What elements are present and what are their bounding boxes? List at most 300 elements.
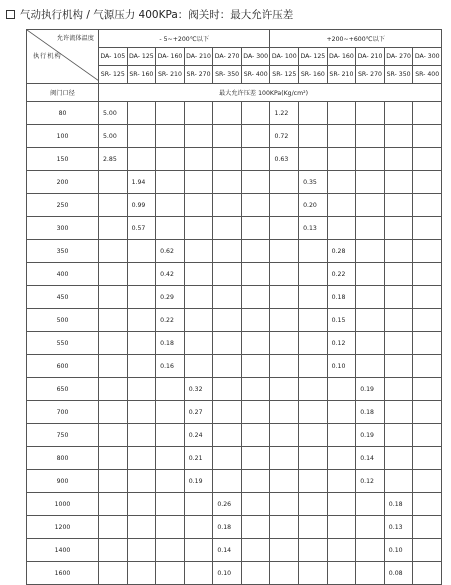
- valve-size-cell: 500: [27, 309, 99, 332]
- da-model-cell: DA- 125: [127, 48, 156, 66]
- pressure-value-cell: [413, 309, 442, 332]
- pressure-value-cell: [241, 171, 270, 194]
- pressure-value-cell: 0.26: [213, 493, 242, 516]
- pressure-value-cell: [99, 194, 128, 217]
- pressure-value-cell: [156, 102, 185, 125]
- table-row: [27, 125, 442, 148]
- pressure-value-cell: 0.18: [213, 516, 242, 539]
- pressure-value-cell: [213, 171, 242, 194]
- da-model-cell: DA- 100: [270, 48, 299, 66]
- pressure-value-cell: [127, 562, 156, 585]
- pressure-value-cell: [184, 286, 213, 309]
- pressure-value-cell: [270, 240, 299, 263]
- pressure-value-cell: [327, 493, 356, 516]
- pressure-value-cell: 0.10: [384, 539, 413, 562]
- table-row: [27, 378, 442, 401]
- pressure-value-cell: [327, 539, 356, 562]
- pressure-value-cell: [413, 562, 442, 585]
- table-row: [27, 332, 442, 355]
- pressure-value-cell: [299, 539, 328, 562]
- pressure-value-cell: [384, 263, 413, 286]
- pressure-value-cell: [127, 493, 156, 516]
- pressure-value-cell: 0.15: [327, 309, 356, 332]
- table-row: [27, 493, 442, 516]
- pressure-value-cell: [327, 194, 356, 217]
- pressure-value-cell: [413, 240, 442, 263]
- pressure-value-cell: [99, 447, 128, 470]
- da-model-cell: DA- 300: [241, 48, 270, 66]
- pressure-value-cell: [99, 401, 128, 424]
- pressure-value-cell: [241, 217, 270, 240]
- pressure-value-cell: [327, 516, 356, 539]
- pressure-value-cell: [270, 562, 299, 585]
- pressure-value-cell: [241, 378, 270, 401]
- table-row: [27, 401, 442, 424]
- pressure-value-cell: [184, 194, 213, 217]
- pressure-value-cell: [241, 286, 270, 309]
- table-row: [27, 355, 442, 378]
- pressure-value-cell: [156, 217, 185, 240]
- pressure-value-cell: [99, 355, 128, 378]
- table-row: [27, 562, 442, 585]
- pressure-value-cell: [299, 516, 328, 539]
- pressure-value-cell: [413, 217, 442, 240]
- actuator-label: 执行机构: [33, 53, 62, 60]
- pressure-value-cell: [156, 424, 185, 447]
- pressure-value-cell: [127, 447, 156, 470]
- page-title: [6, 6, 293, 22]
- pressure-value-cell: [356, 171, 385, 194]
- pressure-value-cell: [356, 332, 385, 355]
- pressure-value-cell: [156, 539, 185, 562]
- pressure-value-cell: [299, 562, 328, 585]
- pressure-value-cell: [127, 355, 156, 378]
- pressure-value-cell: [413, 470, 442, 493]
- pressure-value-cell: [270, 309, 299, 332]
- temp-range-low: - 5~+200℃以下: [99, 30, 270, 48]
- pressure-value-cell: [99, 286, 128, 309]
- pressure-value-cell: [127, 263, 156, 286]
- pressure-value-cell: [184, 493, 213, 516]
- pressure-value-cell: [156, 125, 185, 148]
- pressure-value-cell: [127, 332, 156, 355]
- pressure-value-cell: [356, 309, 385, 332]
- pressure-value-cell: [99, 378, 128, 401]
- pressure-value-cell: [184, 171, 213, 194]
- pressure-value-cell: 0.18: [384, 493, 413, 516]
- pressure-value-cell: [413, 125, 442, 148]
- pressure-value-cell: [327, 125, 356, 148]
- valve-size-cell: 400: [27, 263, 99, 286]
- pressure-value-cell: [356, 286, 385, 309]
- pressure-value-cell: 0.32: [184, 378, 213, 401]
- pressure-value-cell: [213, 378, 242, 401]
- pressure-value-cell: [99, 516, 128, 539]
- pressure-value-cell: [413, 355, 442, 378]
- pressure-value-cell: 0.63: [270, 148, 299, 171]
- pressure-value-cell: [213, 102, 242, 125]
- da-model-cell: DA- 105: [99, 48, 128, 66]
- pressure-value-cell: [327, 424, 356, 447]
- valve-size-cell: 550: [27, 332, 99, 355]
- pressure-value-cell: [213, 240, 242, 263]
- pressure-value-cell: [299, 424, 328, 447]
- pressure-value-cell: [213, 148, 242, 171]
- valve-size-cell: 150: [27, 148, 99, 171]
- pressure-value-cell: [356, 240, 385, 263]
- pressure-value-cell: [270, 378, 299, 401]
- pressure-value-cell: [99, 493, 128, 516]
- pressure-value-cell: 0.29: [156, 286, 185, 309]
- pressure-value-cell: 0.72: [270, 125, 299, 148]
- pressure-value-cell: [299, 102, 328, 125]
- pressure-value-cell: [384, 378, 413, 401]
- pressure-value-cell: 0.19: [356, 424, 385, 447]
- pressure-value-cell: [413, 286, 442, 309]
- pressure-value-cell: [270, 516, 299, 539]
- pressure-value-cell: [327, 470, 356, 493]
- pressure-value-cell: [327, 171, 356, 194]
- pressure-value-cell: 0.13: [384, 516, 413, 539]
- pressure-value-cell: [241, 516, 270, 539]
- pressure-value-cell: [270, 194, 299, 217]
- table-row: [27, 286, 442, 309]
- pressure-value-cell: [156, 493, 185, 516]
- pressure-value-cell: [127, 309, 156, 332]
- pressure-value-cell: [384, 447, 413, 470]
- checkbox-icon: [6, 10, 15, 19]
- pressure-value-cell: [299, 401, 328, 424]
- pressure-value-cell: [156, 562, 185, 585]
- pressure-value-cell: [99, 263, 128, 286]
- pressure-value-cell: [299, 309, 328, 332]
- pressure-value-cell: [127, 240, 156, 263]
- pressure-value-cell: [241, 470, 270, 493]
- pressure-value-cell: [270, 217, 299, 240]
- pressure-value-cell: 0.19: [184, 470, 213, 493]
- valve-size-cell: 1200: [27, 516, 99, 539]
- pressure-value-cell: [156, 516, 185, 539]
- pressure-value-cell: [127, 378, 156, 401]
- pressure-value-cell: [413, 493, 442, 516]
- pressure-value-cell: [241, 309, 270, 332]
- pressure-value-cell: [156, 148, 185, 171]
- pressure-value-cell: [213, 286, 242, 309]
- table-row: [27, 309, 442, 332]
- pressure-value-cell: [356, 194, 385, 217]
- pressure-value-cell: [356, 493, 385, 516]
- pressure-value-cell: [327, 217, 356, 240]
- diagonal-header-cell: [27, 30, 99, 84]
- pressure-value-cell: [241, 424, 270, 447]
- pressure-value-cell: [156, 171, 185, 194]
- pressure-value-cell: [127, 470, 156, 493]
- pressure-value-cell: [241, 102, 270, 125]
- pressure-value-cell: [184, 355, 213, 378]
- pressure-value-cell: 0.10: [213, 562, 242, 585]
- pressure-value-cell: 0.12: [327, 332, 356, 355]
- pressure-value-cell: [213, 447, 242, 470]
- pressure-value-cell: [327, 562, 356, 585]
- pressure-value-cell: [384, 332, 413, 355]
- sr-model-cell: SR- 160: [127, 66, 156, 84]
- pressure-value-cell: [241, 447, 270, 470]
- da-model-cell: DA- 160: [327, 48, 356, 66]
- pressure-value-cell: [299, 378, 328, 401]
- valve-size-cell: 1000: [27, 493, 99, 516]
- pressure-value-cell: [127, 424, 156, 447]
- pressure-value-cell: [184, 539, 213, 562]
- pressure-value-cell: 0.18: [327, 286, 356, 309]
- valve-size-cell: 450: [27, 286, 99, 309]
- table-row: [27, 102, 442, 125]
- valve-size-cell: 250: [27, 194, 99, 217]
- sr-model-cell: SR- 400: [413, 66, 442, 84]
- da-model-cell: DA- 125: [299, 48, 328, 66]
- pressure-value-cell: [413, 263, 442, 286]
- pressure-value-cell: [213, 424, 242, 447]
- pressure-value-cell: [413, 447, 442, 470]
- table-row: [27, 240, 442, 263]
- pressure-value-cell: [299, 470, 328, 493]
- pressure-value-cell: [413, 194, 442, 217]
- pressure-value-cell: [127, 286, 156, 309]
- pressure-value-cell: [241, 240, 270, 263]
- pressure-value-cell: [156, 194, 185, 217]
- pressure-value-cell: 1.22: [270, 102, 299, 125]
- valve-size-cell: 200: [27, 171, 99, 194]
- pressure-value-cell: 0.42: [156, 263, 185, 286]
- valve-size-cell: 650: [27, 378, 99, 401]
- sr-model-cell: SR- 350: [384, 66, 413, 84]
- sr-model-cell: SR- 160: [299, 66, 328, 84]
- pressure-value-cell: [241, 194, 270, 217]
- pressure-value-cell: [184, 148, 213, 171]
- pressure-value-cell: [270, 332, 299, 355]
- pressure-value-cell: [99, 562, 128, 585]
- pressure-value-cell: [184, 240, 213, 263]
- da-model-cell: DA- 210: [184, 48, 213, 66]
- pressure-value-cell: 0.99: [127, 194, 156, 217]
- pressure-value-cell: 0.20: [299, 194, 328, 217]
- pressure-value-cell: [213, 332, 242, 355]
- pressure-value-cell: [299, 125, 328, 148]
- title-text: 气动执行机构 / 气源压力 400KPa：阀关时：最大允许压差: [20, 8, 294, 21]
- pressure-value-cell: [156, 470, 185, 493]
- sr-model-cell: SR- 210: [327, 66, 356, 84]
- pressure-value-cell: [384, 125, 413, 148]
- temp-label: 允许流体温度: [56, 35, 94, 42]
- pressure-value-cell: 0.27: [184, 401, 213, 424]
- pressure-value-cell: [99, 171, 128, 194]
- pressure-value-cell: [270, 470, 299, 493]
- pressure-value-cell: 0.22: [327, 263, 356, 286]
- da-model-cell: DA- 270: [213, 48, 242, 66]
- pressure-value-cell: [184, 332, 213, 355]
- pressure-value-cell: [299, 286, 328, 309]
- pressure-value-cell: [413, 401, 442, 424]
- pressure-value-cell: 0.08: [384, 562, 413, 585]
- pressure-value-cell: [127, 539, 156, 562]
- pressure-value-cell: [384, 355, 413, 378]
- pressure-value-cell: [384, 470, 413, 493]
- pressure-value-cell: [413, 102, 442, 125]
- pressure-value-cell: [413, 378, 442, 401]
- pressure-value-cell: [299, 355, 328, 378]
- pressure-value-cell: [213, 309, 242, 332]
- pressure-value-cell: [413, 171, 442, 194]
- valve-size-cell: 1400: [27, 539, 99, 562]
- pressure-value-cell: [327, 378, 356, 401]
- pressure-value-cell: 1.94: [127, 171, 156, 194]
- pressure-value-cell: [241, 539, 270, 562]
- pressure-value-cell: [213, 401, 242, 424]
- pressure-value-cell: [270, 401, 299, 424]
- pressure-value-cell: [156, 401, 185, 424]
- pressure-value-cell: [299, 493, 328, 516]
- pressure-value-cell: [99, 217, 128, 240]
- pressure-value-cell: [299, 447, 328, 470]
- pressure-value-cell: [327, 102, 356, 125]
- pressure-value-cell: [413, 148, 442, 171]
- pressure-value-cell: [241, 125, 270, 148]
- pressure-value-cell: [299, 263, 328, 286]
- table-row: [27, 217, 442, 240]
- valve-size-cell: 800: [27, 447, 99, 470]
- pressure-value-cell: [99, 332, 128, 355]
- pressure-value-cell: [184, 516, 213, 539]
- pressure-value-cell: 0.28: [327, 240, 356, 263]
- pressure-value-cell: [413, 424, 442, 447]
- pressure-value-cell: [327, 148, 356, 171]
- pressure-value-cell: [127, 148, 156, 171]
- pressure-value-cell: 0.18: [356, 401, 385, 424]
- pressure-value-cell: [384, 286, 413, 309]
- pressure-value-cell: [356, 148, 385, 171]
- pressure-value-cell: 0.24: [184, 424, 213, 447]
- pressure-value-cell: [213, 217, 242, 240]
- sr-model-cell: SR- 400: [241, 66, 270, 84]
- table-row: [27, 447, 442, 470]
- pressure-value-cell: 2.85: [99, 148, 128, 171]
- pressure-value-cell: [356, 539, 385, 562]
- table-row: [27, 263, 442, 286]
- sr-model-cell: SR- 350: [213, 66, 242, 84]
- pressure-value-cell: [413, 539, 442, 562]
- valve-size-cell: 350: [27, 240, 99, 263]
- pressure-value-cell: [270, 355, 299, 378]
- pressure-value-cell: [127, 401, 156, 424]
- pressure-value-cell: [213, 194, 242, 217]
- pressure-value-cell: [99, 539, 128, 562]
- pressure-value-cell: [270, 171, 299, 194]
- pressure-value-cell: [356, 217, 385, 240]
- da-model-cell: DA- 210: [356, 48, 385, 66]
- pressure-value-cell: 5.00: [99, 125, 128, 148]
- pressure-value-cell: [270, 286, 299, 309]
- pressure-value-cell: [127, 125, 156, 148]
- pressure-value-cell: [356, 516, 385, 539]
- sr-model-cell: SR- 270: [184, 66, 213, 84]
- pressure-value-cell: [99, 309, 128, 332]
- pressure-value-cell: [127, 102, 156, 125]
- pressure-value-cell: [270, 263, 299, 286]
- table-row: [27, 539, 442, 562]
- valve-size-cell: 1600: [27, 562, 99, 585]
- pressure-value-cell: 0.18: [156, 332, 185, 355]
- pressure-value-cell: 0.14: [213, 539, 242, 562]
- pressure-value-cell: [384, 194, 413, 217]
- da-model-cell: DA- 270: [384, 48, 413, 66]
- pressure-value-cell: 0.35: [299, 171, 328, 194]
- pressure-value-cell: 0.14: [356, 447, 385, 470]
- pressure-value-cell: [299, 148, 328, 171]
- pressure-value-cell: [184, 217, 213, 240]
- valve-size-cell: 300: [27, 217, 99, 240]
- pressure-value-cell: [384, 240, 413, 263]
- pressure-value-cell: [99, 240, 128, 263]
- pressure-value-cell: [413, 516, 442, 539]
- pressure-value-cell: [241, 332, 270, 355]
- pressure-value-cell: [384, 102, 413, 125]
- da-model-cell: DA- 300: [413, 48, 442, 66]
- pressure-value-cell: [241, 263, 270, 286]
- pressure-value-cell: [270, 493, 299, 516]
- pressure-value-cell: [384, 148, 413, 171]
- max-dp-label: 最大允许压差 100KPa(Kg/cm²): [99, 84, 442, 102]
- pressure-value-cell: [156, 447, 185, 470]
- pressure-value-cell: [327, 401, 356, 424]
- pressure-value-cell: [356, 562, 385, 585]
- pressure-value-cell: [270, 539, 299, 562]
- pressure-value-cell: [270, 447, 299, 470]
- pressure-value-cell: 0.62: [156, 240, 185, 263]
- pressure-value-cell: [156, 378, 185, 401]
- pressure-value-cell: [213, 125, 242, 148]
- pressure-value-cell: [184, 562, 213, 585]
- pressure-value-cell: [213, 263, 242, 286]
- pressure-value-cell: [241, 493, 270, 516]
- pressure-value-cell: [299, 240, 328, 263]
- pressure-value-cell: [184, 263, 213, 286]
- sr-model-cell: SR- 210: [156, 66, 185, 84]
- pressure-value-cell: [213, 355, 242, 378]
- pressure-value-cell: [241, 562, 270, 585]
- valve-size-cell: 900: [27, 470, 99, 493]
- pressure-value-cell: [384, 424, 413, 447]
- pressure-value-cell: 0.57: [127, 217, 156, 240]
- pressure-table: [26, 29, 442, 585]
- pressure-value-cell: [184, 309, 213, 332]
- pressure-value-cell: [384, 217, 413, 240]
- pressure-value-cell: [241, 148, 270, 171]
- pressure-value-cell: 0.10: [327, 355, 356, 378]
- pressure-value-cell: [184, 102, 213, 125]
- pressure-value-cell: [384, 171, 413, 194]
- valve-size-cell: 80: [27, 102, 99, 125]
- pressure-value-cell: [241, 355, 270, 378]
- pressure-value-cell: [356, 125, 385, 148]
- table-row: [27, 470, 442, 493]
- pressure-value-cell: [299, 332, 328, 355]
- pressure-value-cell: 0.19: [356, 378, 385, 401]
- pressure-value-cell: 0.13: [299, 217, 328, 240]
- da-model-cell: DA- 160: [156, 48, 185, 66]
- pressure-value-cell: [184, 125, 213, 148]
- table-row: [27, 516, 442, 539]
- table-row: [27, 424, 442, 447]
- bore-label: 阀门口径: [27, 84, 99, 102]
